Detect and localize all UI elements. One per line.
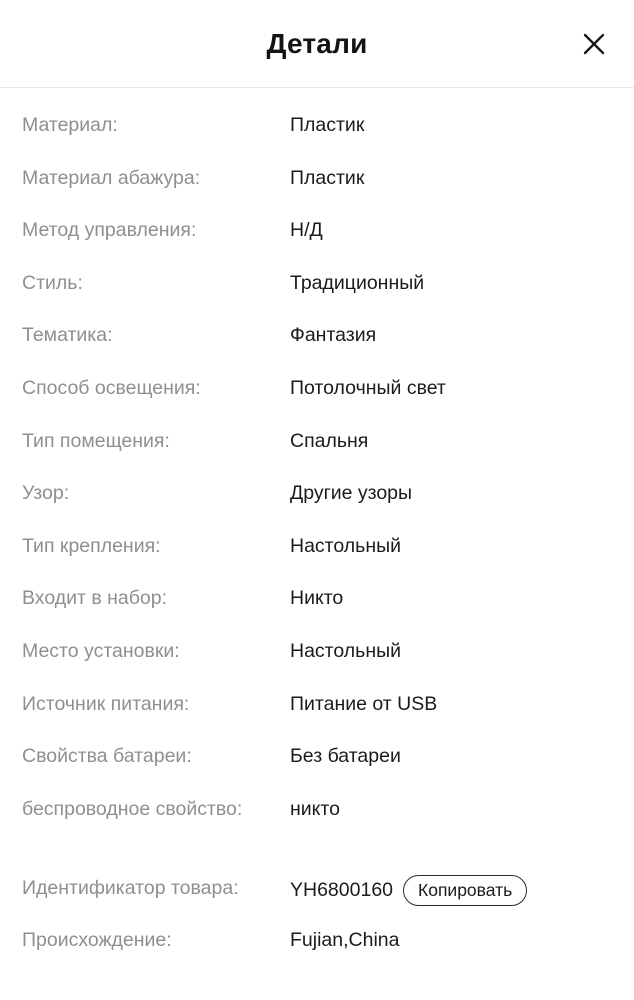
spec-value: Потолочный свет	[290, 376, 446, 399]
spec-value-container	[290, 873, 612, 906]
copy-button[interactable]: Копировать	[403, 875, 527, 906]
spec-label: Идентификатор товара:	[22, 876, 239, 899]
spec-value-container	[290, 268, 612, 296]
spec-value: Спальня	[290, 429, 369, 452]
spec-label: Место установки:	[22, 639, 180, 662]
spec-value: Фантазия	[290, 324, 377, 347]
spec-value: YH6800160	[290, 879, 394, 902]
spec-value: Н/Д	[290, 219, 323, 242]
spec-value-container	[290, 320, 612, 348]
spec-label: беспроводное свойство:	[22, 797, 243, 820]
list-item	[22, 925, 612, 978]
spec-label: Материал:	[22, 114, 118, 136]
spec-value-container	[290, 163, 612, 191]
list-item	[22, 689, 612, 742]
list-item	[22, 268, 612, 321]
list-item	[22, 741, 612, 794]
list-item	[22, 320, 612, 373]
page-title: Детали	[266, 27, 368, 59]
list-item-product-id	[22, 873, 612, 926]
list-item	[22, 531, 612, 584]
spec-value-container	[290, 215, 612, 243]
spec-label: Источник питания:	[22, 692, 190, 715]
spec-value-container	[290, 478, 612, 506]
spec-label: Происхождение:	[22, 929, 172, 952]
spec-value: Традиционный	[290, 271, 425, 294]
spec-label: Входит в набор:	[22, 587, 168, 610]
spec-label: Способ освещения:	[22, 376, 201, 399]
spec-label: Свойства батареи:	[22, 745, 192, 768]
spec-value-container	[290, 373, 612, 401]
list-item	[22, 478, 612, 531]
spec-list	[0, 88, 634, 1000]
list-item	[22, 373, 612, 426]
spec-value: Пластик	[290, 114, 365, 136]
spec-value-container	[290, 583, 612, 611]
spec-value: Пластик	[290, 166, 365, 189]
list-item	[22, 163, 612, 216]
spec-label: Тип крепления:	[22, 534, 161, 557]
list-item	[22, 583, 612, 636]
list-item	[22, 636, 612, 689]
spec-label: Узор:	[22, 482, 70, 505]
list-item	[22, 110, 612, 163]
spec-label: Тематика:	[22, 324, 113, 347]
list-item	[22, 794, 612, 873]
spec-value-container	[290, 531, 612, 559]
spec-value-container	[290, 925, 612, 953]
spec-value-container	[290, 741, 612, 769]
spec-value: никто	[290, 797, 340, 820]
spec-value: Питание от USB	[290, 692, 438, 715]
spec-label: Метод управления:	[22, 219, 197, 242]
spec-value: Fujian,China	[290, 929, 400, 952]
spec-value-container	[290, 110, 612, 138]
spec-value-container	[290, 794, 612, 822]
spec-label: Тип помещения:	[22, 429, 170, 452]
spec-value: Без батареи	[290, 745, 401, 768]
list-item	[22, 215, 612, 268]
list-item	[22, 426, 612, 479]
spec-value-container	[290, 636, 612, 664]
spec-value: Настольный	[290, 639, 402, 662]
spec-value: Другие узоры	[290, 482, 413, 505]
close-icon[interactable]	[572, 22, 616, 66]
spec-value-container	[290, 689, 612, 717]
sheet-header	[0, 0, 634, 88]
spec-value: Никто	[290, 587, 344, 610]
spec-label: Материал абажура:	[22, 166, 201, 189]
spec-value-container	[290, 426, 612, 454]
spec-label: Стиль:	[22, 271, 83, 294]
spec-value: Настольный	[290, 534, 402, 557]
